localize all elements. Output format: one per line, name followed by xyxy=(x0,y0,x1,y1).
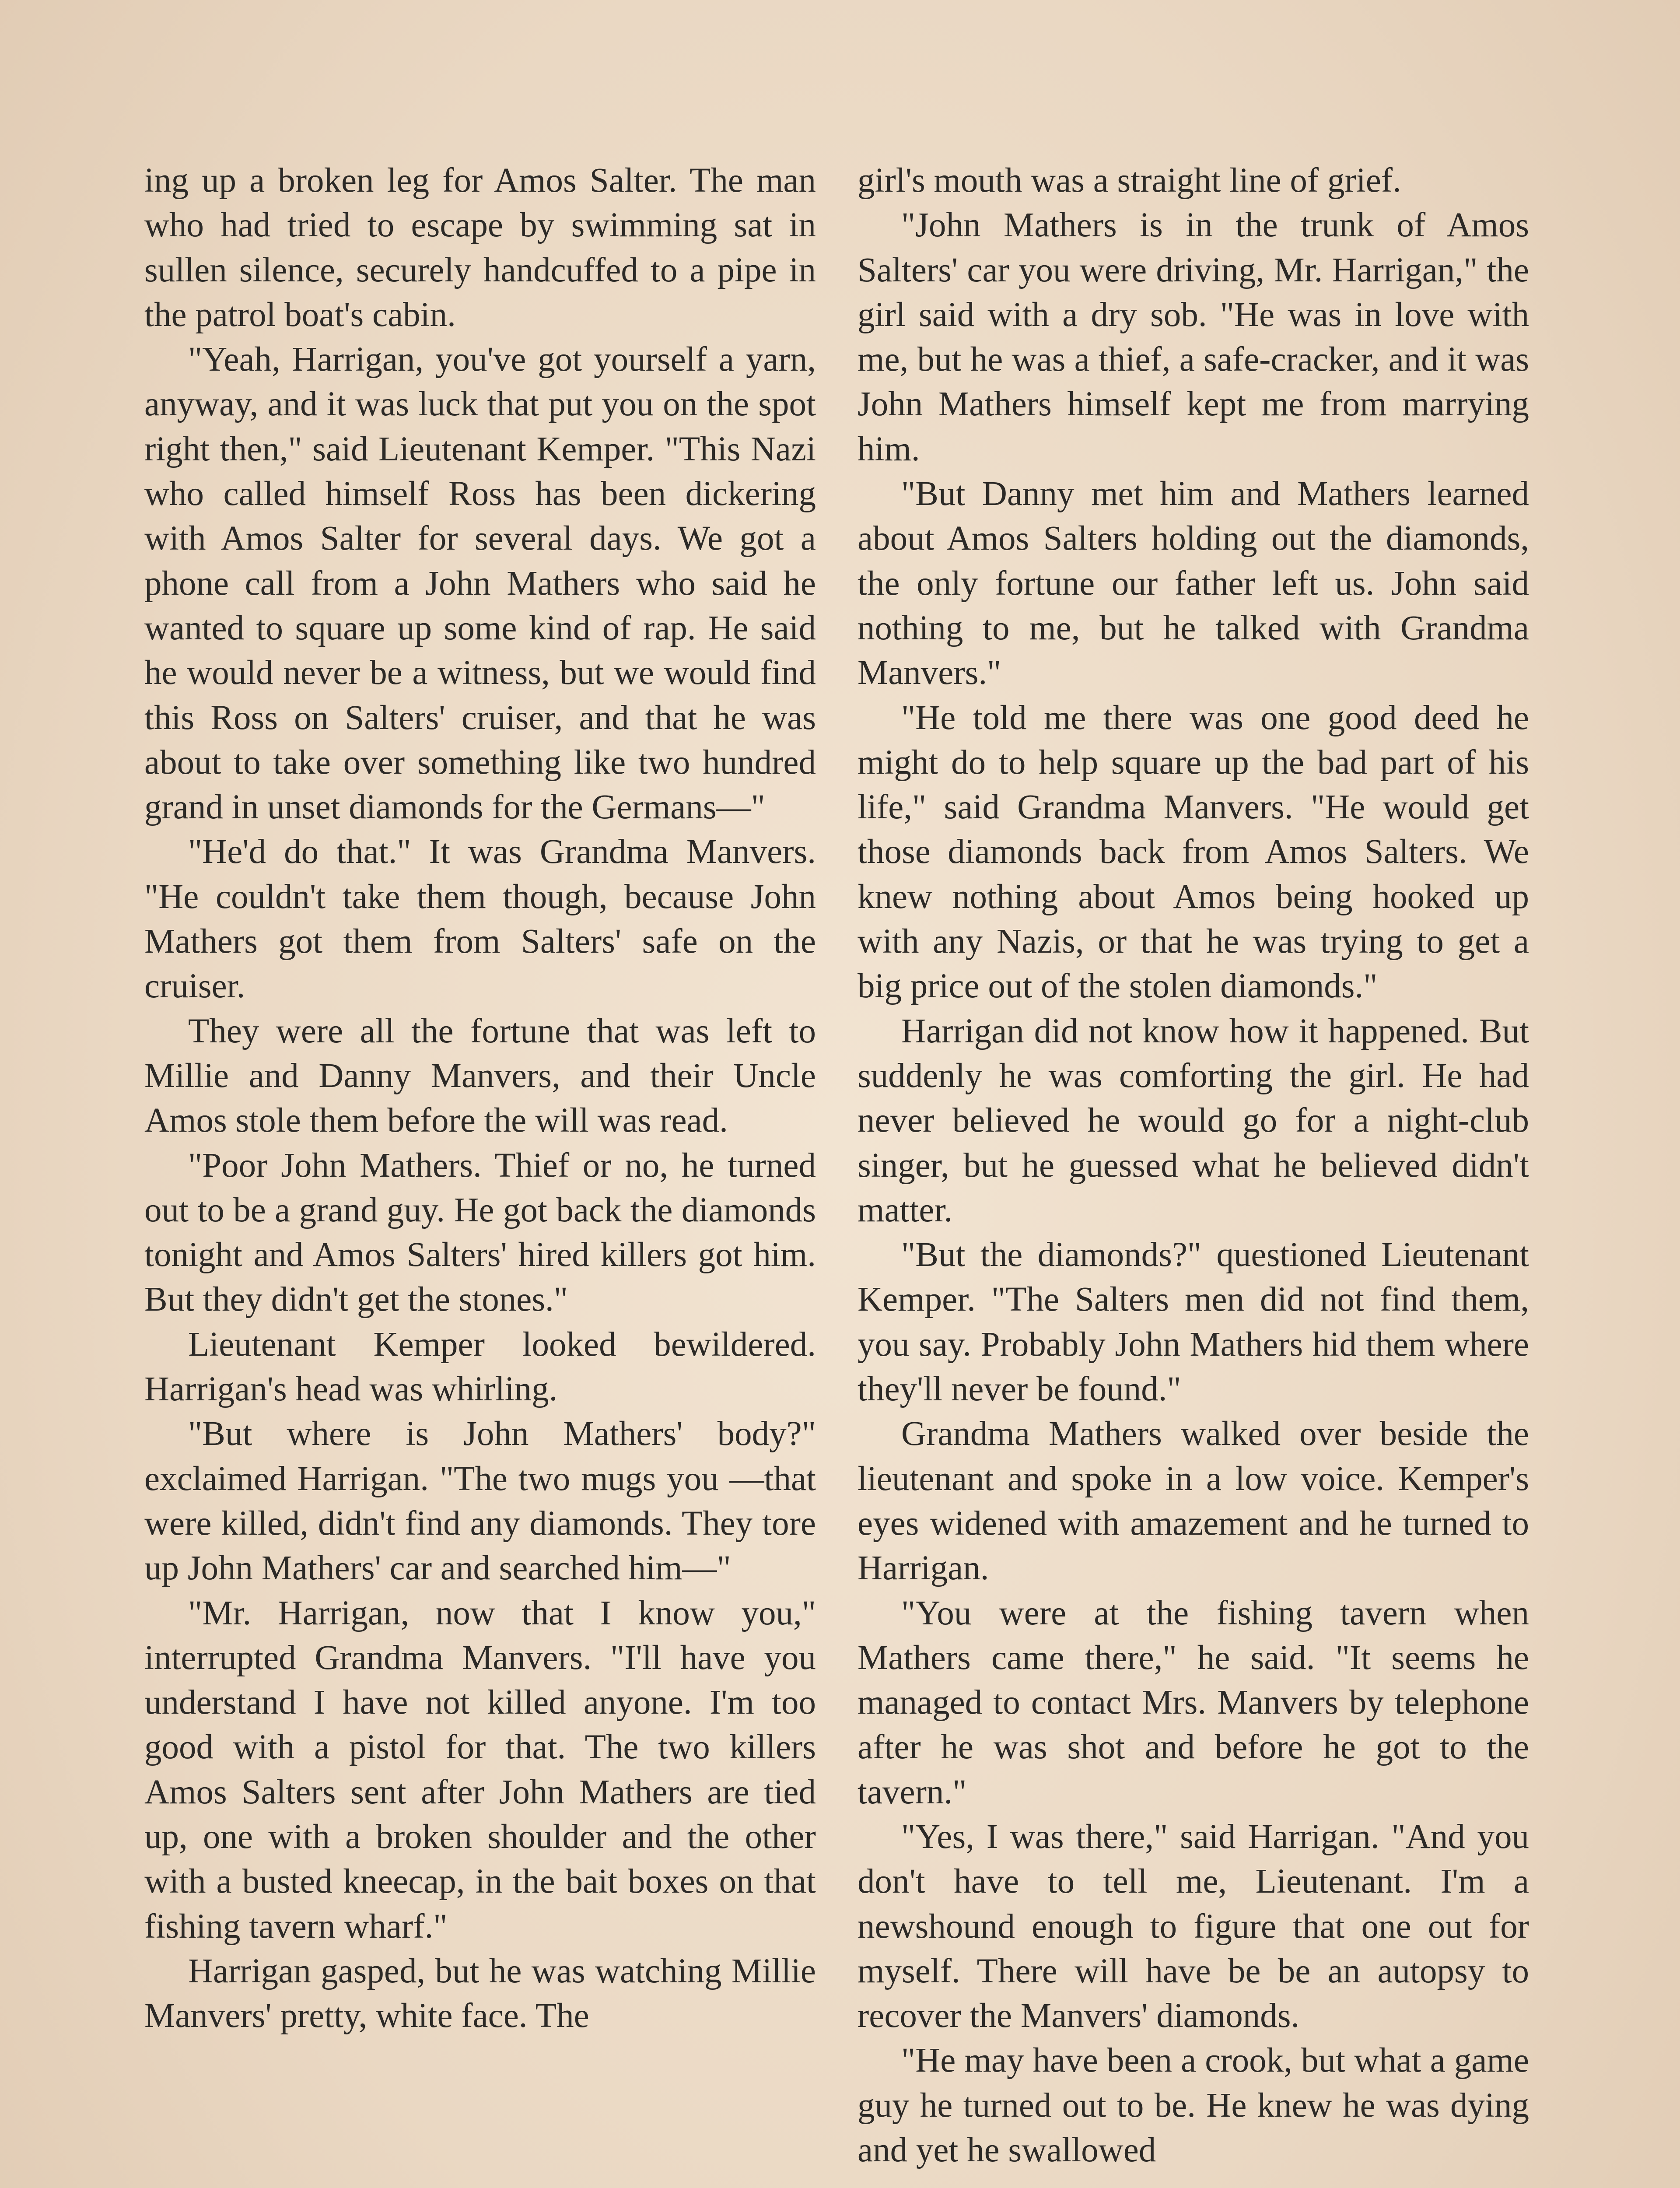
paragraph: Harrigan did not know how it happened. But suddenly he was comforting the girl. He had never believed he would go for a night-club singer, but he guessed what he believed didn't matter. xyxy=(858,1012,1529,1229)
paragraph: Harrigan gasped, but he was watching Millie Manvers' pretty, white face. The xyxy=(144,1952,816,2035)
paragraph: "Yes, I was there," said Harrigan. "And you don't have to tell me, Lieutenant. I'm a newshound enough to figure that one out for myself. There will have be be an autopsy to recover the Manvers' diamonds. xyxy=(858,1817,1529,2035)
paragraph: "You were at the fishing tavern when Mathers came there," he said. "It seems he managed to contact Mrs. Manvers by telephone after he was shot and before he got to the tavern." xyxy=(858,1594,1529,1811)
paragraph: "But the diamonds?" questioned Lieutenant Kemper. "The Salters men did not find them, you say. Probably John Mathers hid them where they'll never be found." xyxy=(858,1236,1529,1409)
left-text-column xyxy=(144,158,816,2038)
paragraph: "But where is John Mathers' body?" exclaimed Harrigan. "The two mugs you —that were killed, didn't find any diamonds. They tore up John Mathers' car and searched him—" xyxy=(144,1415,816,1588)
paragraph: "He told me there was one good deed he might do to help square up the bad part of his life," said Grandma Manvers. "He would get those diamonds back from Amos Salters. We knew nothing about Amos being hooked up with any Nazis, or that he was trying to get a big price out of the stolen diamonds." xyxy=(858,698,1529,1006)
paragraph: ing up a broken leg for Amos Salter. The man who had tried to escape by swimming sat in sullen silence, securely handcuffed to a pipe in the patrol boat's cabin. xyxy=(144,161,816,334)
paragraph: girl's mouth was a straight line of grief. xyxy=(858,161,1401,200)
paragraph: They were all the fortune that was left to Millie and Danny Manvers, and their Uncle Amos stole them before the will was read. xyxy=(144,1012,816,1140)
paragraph: "He'd do that." It was Grandma Manvers. "He couldn't take them though, because John Mathers got them from Salters' safe on the cruiser. xyxy=(144,833,816,1006)
paragraph: "Poor John Mathers. Thief or no, he turned out to be a grand guy. He got back the diamonds tonight and Amos Salters' hired killers got him. But they didn't get the stones." xyxy=(144,1146,816,1319)
paragraph: "John Mathers is in the trunk of Amos Salters' car you were driving, Mr. Harrigan," the girl said with a dry sob. "He was in love with me, but he was a thief, a safe-cracker, and it was John Mathers himself kept me from marrying him. xyxy=(858,206,1529,468)
paragraph: "But Danny met him and Mathers learned about Amos Salters holding out the diamonds, the only fortune our father left us. John said nothing to me, but he talked with Grandma Manvers." xyxy=(858,475,1529,692)
paragraph: Grandma Mathers walked over beside the lieutenant and spoke in a low voice. Kemper's eyes widened with amazement and he turned to Harrigan. xyxy=(858,1415,1529,1588)
paragraph: "Mr. Harrigan, now that I know you," interrupted Grandma Manvers. "I'll have you understand I have not killed anyone. I'm too good with a pistol for that. The two killers Amos Salters sent after John Mathers are tied up, one with a broken shoulder and the other with a busted kneecap, in the bait boxes on that fishing tavern wharf." xyxy=(144,1594,816,1946)
paragraph: "Yeah, Harrigan, you've got yourself a yarn, anyway, and it was luck that put you on the spot right then," said Lieutenant Kemper. "This Nazi who called himself Ross has been dickering with Amos Salter for several days. We got a phone call from a John Mathers who said he wanted to square up some kind of rap. He said he would never be a witness, but we would find this Ross on Salters' cruiser, and that he was about to take over something like two hundred grand in unset diamonds for the Germans—" xyxy=(144,340,816,827)
paragraph: "He may have been a crook, but what a game guy he turned out to be. He knew he was dying and yet he swallowed xyxy=(858,2041,1529,2170)
right-text-column xyxy=(858,158,1529,2173)
paragraph: Lieutenant Kemper looked bewildered. Harrigan's head was whirling. xyxy=(144,1325,816,1409)
